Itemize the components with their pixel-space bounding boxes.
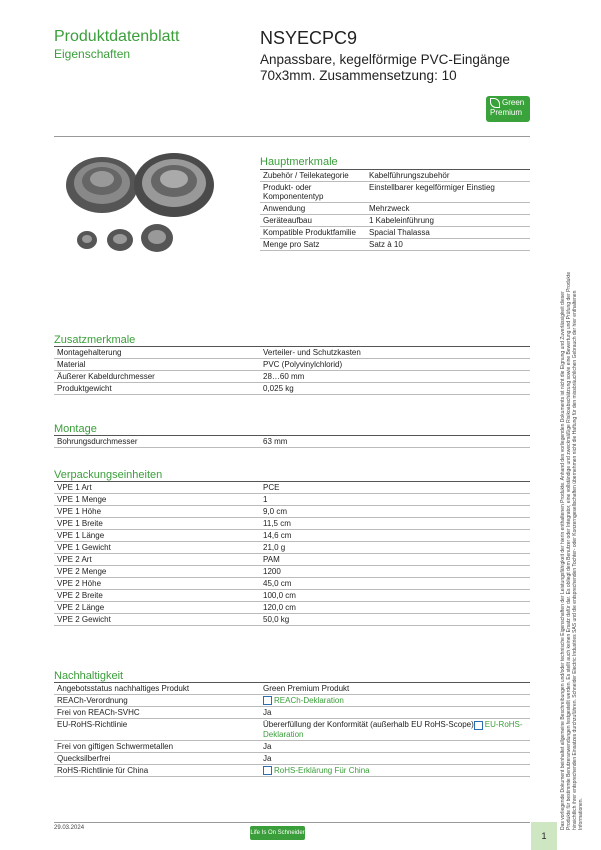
table-row [54, 347, 530, 359]
row-value-text: Übererfüllung der Konformität (außerhalb EU RoHS-Scope) [263, 720, 474, 730]
table-row [54, 383, 530, 395]
product-desc-line1: Anpassbare, kegelförmige PVC-Eingänge [260, 52, 510, 67]
table-row [260, 182, 530, 203]
section-title-zusatz: Zusatzmerkmale [54, 334, 136, 346]
row-value [260, 542, 530, 554]
table-row [54, 740, 530, 752]
table-row [54, 482, 530, 494]
row-value-text: 0,025 kg [263, 384, 294, 393]
row-value [260, 530, 530, 542]
row-value [260, 740, 530, 752]
row-label: VPE 2 Art [54, 554, 260, 566]
row-value-text: 50,0 kg [263, 615, 290, 624]
row-label: VPE 1 Gewicht [54, 542, 260, 554]
link-text: EU-RoHS-Deklaration [263, 720, 523, 739]
table-row [54, 506, 530, 518]
row-value-text: Ja [263, 708, 272, 718]
table-row [54, 371, 530, 383]
doc-title: Produktdatenblatt [54, 28, 180, 45]
row-value [260, 347, 530, 359]
side-disclaimer-text: Das vorliegende Dokument beinhaltet allgemeine Beschreibungen und/oder technische Eigenschaften der Leistungsfähigkeit der hierin enthaltenen Produkte. Anhand des vorliegenden Dokuments ist nicht die Eignung und Zuverlässigkeit dieser Produkte für bestimmte Benutzeranwendungen festgestellt werden. Es stellt auch keinen Ersatz dafür dar. Es obliegt dem Benutzer oder Integrator, eine vollständige und zweckmäßige Risikoabschätzung sowie eine Bewertung und Prüfung der Produkte hinsichtlich ihrer entsprechenden Einsatzes durchzuführen. Schneider Electric Industries SAS und die entsprechenden Tochter- oder Konzerngesellschaften übernehmen nicht die Haftung für den missbräuchlichen Gebrauch der hier enthaltenen Informationen. [560, 271, 584, 830]
table-row [260, 239, 530, 251]
table-row [54, 683, 530, 695]
row-value [260, 371, 530, 383]
row-value [260, 383, 530, 395]
row-label: Montagehalterung [54, 347, 260, 359]
row-label: VPE 1 Menge [54, 494, 260, 506]
row-value [260, 590, 530, 602]
row-label: REACh-Verordnung [54, 695, 260, 707]
row-value-text: Green Premium Produkt [263, 684, 350, 693]
row-value [260, 614, 530, 626]
table-row [54, 695, 530, 707]
row-value [260, 695, 530, 707]
row-value [260, 719, 530, 740]
row-label: VPE 2 Gewicht [54, 614, 260, 626]
section-title-montage: Montage [54, 423, 97, 435]
row-value [260, 707, 530, 719]
row-label: VPE 1 Art [54, 482, 260, 494]
row-value [260, 752, 530, 764]
table-row [54, 554, 530, 566]
table-row [54, 590, 530, 602]
product-code: NSYECPC9 [260, 28, 358, 48]
row-label: Material [54, 359, 260, 371]
green-premium-badge [486, 96, 530, 122]
row-value-text: 1200 [263, 567, 281, 576]
schneider-logo: Life Is On Schneider [250, 826, 305, 840]
badge-text2: Premium [490, 108, 523, 117]
row-value [260, 683, 530, 695]
table-row [54, 602, 530, 614]
row-value-text: Ja [263, 741, 272, 751]
table-row [54, 494, 530, 506]
row-label: Frei von REACh-SVHC [54, 707, 260, 719]
row-label: Anwendung [260, 203, 366, 215]
gland-small-3 [141, 224, 173, 252]
table-row [260, 170, 530, 182]
table-row [54, 614, 530, 626]
row-label: Quecksilberfrei [54, 752, 260, 764]
row-value-text: Verteiler- und Schutzkasten [263, 348, 361, 357]
product-image [62, 150, 222, 260]
leaf-icon [490, 98, 500, 108]
row-value-text: Spacial Thalassa [369, 228, 430, 237]
row-value-text: 9,0 cm [263, 507, 288, 516]
table-row [54, 707, 530, 719]
section-title-nach: Nachhaltigkeit [54, 670, 124, 682]
row-label: Produktgewicht [54, 383, 260, 395]
table-row [260, 203, 530, 215]
row-label: VPE 2 Breite [54, 590, 260, 602]
table-row [54, 752, 530, 764]
row-value [260, 578, 530, 590]
external-link-icon [263, 696, 272, 705]
table-row [260, 215, 530, 227]
row-label: VPE 1 Höhe [54, 506, 260, 518]
row-value-text: Einstellbarer kegelförmiger Einstieg [369, 183, 495, 192]
gland-small-1 [77, 231, 97, 249]
external-link-icon [474, 721, 483, 730]
gland-large-left [66, 157, 138, 213]
row-label: VPE 2 Menge [54, 566, 260, 578]
declaration-link[interactable] [263, 696, 344, 705]
table-row [54, 436, 530, 448]
nach-table [54, 683, 530, 777]
row-value [366, 203, 530, 215]
row-value-text: PCE [263, 483, 280, 492]
page-number: 1 [531, 822, 557, 850]
row-value [260, 554, 530, 566]
row-value [366, 215, 530, 227]
row-value-text: 14,6 cm [263, 531, 292, 540]
table-row [54, 542, 530, 554]
gland-small-2 [107, 229, 133, 251]
table-row [54, 566, 530, 578]
row-label: Angebotsstatus nachhaltiges Produkt [54, 683, 260, 695]
product-description [260, 52, 560, 84]
row-value-text: 28…60 mm [263, 372, 305, 381]
zusatz-table [54, 347, 530, 395]
row-value-text: 11,5 cm [263, 519, 291, 528]
external-link-icon [263, 766, 272, 775]
row-label: Äußerer Kabeldurchmesser [54, 371, 260, 383]
row-value [260, 506, 530, 518]
table-row [54, 719, 530, 740]
badge-text1: Green [502, 98, 525, 108]
link-text: REACh-Deklaration [274, 696, 344, 705]
row-label: Produkt- oder Komponententyp [260, 182, 366, 203]
row-label: Zubehör / Teilekategorie [260, 170, 366, 182]
row-value-text: 100,0 cm [263, 591, 296, 600]
vpe-table [54, 482, 530, 626]
row-value-text: Ja [263, 753, 272, 763]
row-value [260, 518, 530, 530]
section-title-main: Hauptmerkmale [260, 156, 338, 168]
gland-large-right [134, 153, 214, 217]
declaration-link[interactable] [263, 766, 370, 775]
row-label: VPE 1 Breite [54, 518, 260, 530]
row-label: VPE 1 Länge [54, 530, 260, 542]
row-value [366, 182, 530, 203]
row-value [366, 170, 530, 182]
row-value [260, 602, 530, 614]
row-value-text: Kabelführungszubehör [369, 171, 450, 180]
row-value [260, 436, 530, 448]
row-value [260, 482, 530, 494]
row-value-text: Mehrzweck [369, 204, 410, 213]
header-divider [54, 136, 530, 137]
row-value-text: 1 [263, 495, 268, 504]
table-row [260, 227, 530, 239]
row-label: VPE 2 Höhe [54, 578, 260, 590]
row-value-text: 1 Kabeleinführung [369, 216, 434, 225]
row-value-text: 63 mm [263, 437, 288, 446]
row-value [260, 359, 530, 371]
table-row [54, 578, 530, 590]
row-value [366, 239, 530, 251]
row-value [260, 494, 530, 506]
row-label: Bohrungsdurchmesser [54, 436, 260, 448]
table-row [54, 764, 530, 776]
row-label: Menge pro Satz [260, 239, 366, 251]
side-disclaimer [560, 270, 584, 830]
table-row [54, 359, 530, 371]
row-value [366, 227, 530, 239]
row-label: VPE 2 Länge [54, 602, 260, 614]
section-title-vpe: Verpackungseinheiten [54, 469, 163, 481]
main-table [260, 170, 530, 251]
footer-divider [54, 822, 530, 823]
row-value-text: PVC (Polyvinylchlorid) [263, 360, 343, 369]
row-value [260, 566, 530, 578]
link-text: RoHS-Erklärung Für China [274, 765, 370, 775]
row-label: Geräteaufbau [260, 215, 366, 227]
row-value-text: 21,0 g [263, 543, 286, 552]
row-value [260, 764, 530, 776]
row-value-text: 45,0 cm [263, 579, 292, 588]
row-value-text: Satz à 10 [369, 240, 403, 249]
row-label: EU-RoHS-Richtlinie [54, 719, 260, 740]
montage-table [54, 436, 530, 448]
row-label: RoHS-Richtlinie für China [54, 764, 260, 776]
row-value-text: PAM [263, 555, 280, 564]
product-desc-line2: 70x3mm. Zusammensetzung: 10 [260, 68, 457, 83]
table-row [54, 518, 530, 530]
table-row [54, 530, 530, 542]
doc-subtitle: Eigenschaften [54, 47, 131, 61]
row-label: Kompatible Produktfamilie [260, 227, 366, 239]
row-value-text: 120,0 cm [263, 603, 296, 612]
footer-date: 29.03.2024 [54, 825, 85, 831]
row-label: Frei von giftigen Schwermetallen [54, 740, 260, 752]
